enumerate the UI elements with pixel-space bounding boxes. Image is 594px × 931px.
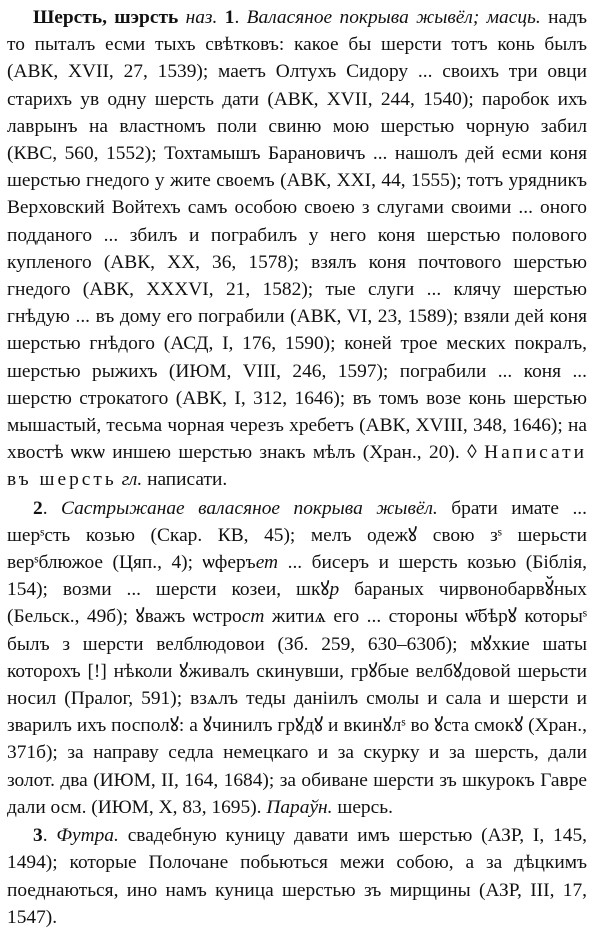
idiom-phrase: Написати въ шерсть	[7, 442, 587, 491]
citation-italic-fragment: ст	[241, 606, 265, 628]
sense-citations: надъ то пыталъ есми тыхъ свѣтковъ: какое бы шерсти тотъ конь былъ (АВК, XVII, 27, 1539); маетъ Олтухъ Сидору ... своихъ три овци старихъ ув одну шерсть дати (АВК, XVII, 244, 1540); паробок ихъ лаврынъ на властномъ поли свиню мою шерстью чорную забил (КВС, 560, 1552); Тохтамышъ Барановичъ ... нашолъ дей есми коня шерстью гнедого у жите своемъ (АВК, XXI, 44, 1555); тотъ урядникъ Верховский Войтехъ самъ особою своею з слугами своими ... оного подданого ... збилъ и пограбилъ у него коня шерстью полового купленого (АВК, XX, 36, 1578); взялъ коня почтового шерстью гнедого (АВК, XXXVI, 21, 1582); тые слуги ... клячу шерстью гнѣдую ... въ дому его пограбили (АВК, VI, 23, 1589); взяли дей коня шерстью гнѣдого (АСД, I, 176, 1590); коней трое меских покралъ, шерстью рыжихъ (ИЮМ, VIII, 246, 1597); пограбили ... коня ... шерстю строкатого (АВК, I, 312, 1646); въ томъ возе конь шерстью мышастый, тесьма чорная черезъ хребетъ (АВК, XVIII, 348, 1646); на хвостѣ ѡкѡ иншею шерстью знакъ мѣлъ (Хран., 20). ◊	[7, 7, 587, 464]
sense-citations: житиѧ его ... стороны ѡ҃бѣрꙋ которыˢ былъ з шерсти велблюдовои (Зб. 259, 630–630б); мꙋхкие шаты которохъ [!] нѣколи ꙋживалъ скинувши, грꙋбые велбꙋдовой шерьсти носил (Пралог, 591); взѧлъ теды даніилъ смолы и сала и шерсти и зварилъ ихъ посполꙋ: а ꙋчинилъ грꙋдꙋ и вкинꙋлˢ во ꙋста смокꙋ (Хран., 371б); за направу седла немецкаго и за скурку и за шерсть, дали золот. два (ИЮМ, II, 164, 1684); за обиване шерсти зъ шкурокъ Гавре дали осм. (ИЮМ, X, 83, 1695).	[7, 606, 588, 818]
sense-citations: брати имате ... шерˢсть козью (Скар. КВ, 45); мелъ одежꙋ свою зˢ шерьсти верˢблюжое (Цяп., 4); ѡферъ	[7, 497, 587, 574]
entry-pos: наз.	[185, 7, 218, 28]
cross-reference-label: Параўн.	[266, 796, 333, 818]
sense-citations: свадебную куницу давати имъ шерстью (АЗР, I, 145, 1494); которые Полочане побьються межи собою, а за дѣцкимъ поеднаються, ино намъ куница шерстью зъ мирщины (АЗР, III, 17, 1547).	[7, 825, 587, 928]
sense-citations: бараных чирвонобарвꙋ̆ных (Бельск., 49б); ꙋважъ ѡстро	[7, 579, 587, 628]
citation-italic-fragment: р	[329, 579, 340, 601]
sense-definition: Валасяное покрыва жывёл; масць.	[246, 7, 541, 28]
entry-sense-3: 3. Футра. свадебную куницу давати имъ шерстью (АЗР, I, 145, 1494); которые Полочане побьються межи собою, а за дѣцкимъ поеднаються, ино намъ куница шерстью зъ мирщины (АЗР, III, 17, 1547).	[7, 825, 587, 928]
citation-italic-fragment: ет	[255, 552, 279, 574]
sense-number: 3	[33, 825, 43, 847]
sense-number: 2	[33, 497, 43, 519]
sense-number: 1	[224, 7, 235, 28]
sense-definition: Футра.	[56, 825, 119, 847]
entry-sense-1: Шерсть, шэрсть наз. 1. Валасяное покрыва жывёл; масць. надъ то пыталъ есми тыхъ свѣтковъ: какое бы шерсти тотъ конь былъ (АВК, XVII, 27, 1539); маетъ Олтухъ Сидору ... своихъ три овци старихъ ув одну шерсть дати (АВК, XVII, 244, 1540); паробок ихъ лаврынъ на властномъ поли свиню мою шерстью чорную забил (КВС, 560, 1552); Тохтамышъ Барановичъ ... нашолъ дей есми коня шерстью гнедого у жите своемъ (АВК, XXI, 44, 1555); тотъ урядникъ Верховский Войтехъ самъ особою своею з слугами своими ... оного подданого ... збилъ и пограбилъ у него коня шерстью полового купленого (АВК, XX, 36, 1578); взялъ коня почтового шерстью гнедого (АВК, XXXVI, 21, 1582); тые слуги ... клячу шерстью гнѣдую ... въ дому его пограбили (АВК, VI, 23, 1589); взяли дей коня шерстью гнѣдого (АСД, I, 176, 1590); коней трое меских покралъ, шерстью рыжихъ (ИЮМ, VIII, 246, 1597); пограбили ... коня ... шерстю строкатого (АВК, I, 312, 1646); въ томъ возе конь шерстью мышастый, тесьма чорная черезъ хребетъ (АВК, XVIII, 348, 1646); на хвостѣ ѡкѡ иншею шерстью знакъ мѣлъ (Хран., 20). ◊ Написати въ шерсть гл. написати.	[7, 7, 587, 491]
entry-headword: Шерсть, шэрсть	[33, 7, 179, 28]
idiom-target: написати.	[147, 469, 228, 491]
sense-citations: ... бисеръ и шерсть козью (Біблія, 154); возми ... шерсти козеи, шкꙋ	[7, 552, 587, 601]
entry-sense-2: 2. Састрыжанае валасяное покрыва жывёл. брати имате ... шерˢсть козью (Скар. КВ, 45); мелъ одежꙋ свою зˢ шерьсти верˢблюжое (Цяп., 4); ѡферъет ... бисеръ и шерсть козью (Біблія, 154); возми ... шерсти козеи, шкꙋр бараных чирвонобарвꙋ̆ных (Бельск., 49б); ꙋважъ ѡстрост житиѧ его ... стороны ѡ҃бѣрꙋ которыˢ былъ з шерсти велблюдовои (Зб. 259, 630–630б); мꙋхкие шаты которохъ [!] нѣколи ꙋживалъ скинувши, грꙋбые велбꙋдовой шерьсти носил (Пралог, 591); взѧлъ теды даніилъ смолы и сала и шерсти и зварилъ ихъ посполꙋ: а ꙋчинилъ грꙋдꙋ и вкинꙋлˢ во ꙋста смокꙋ (Хран., 371б); за направу седла немецкаго и за скурку и за шерсть, дали золот. два (ИЮМ, II, 164, 1684); за обиване шерсти зъ шкурокъ Гавре дали осм. (ИЮМ, X, 83, 1695). Параўн. шерсь.	[7, 497, 588, 818]
cross-reference-target: шерсь.	[337, 796, 393, 818]
idiom-label: гл.	[121, 469, 143, 491]
sense-definition: Састрыжанае валасяное покрыва жывёл.	[61, 497, 438, 519]
